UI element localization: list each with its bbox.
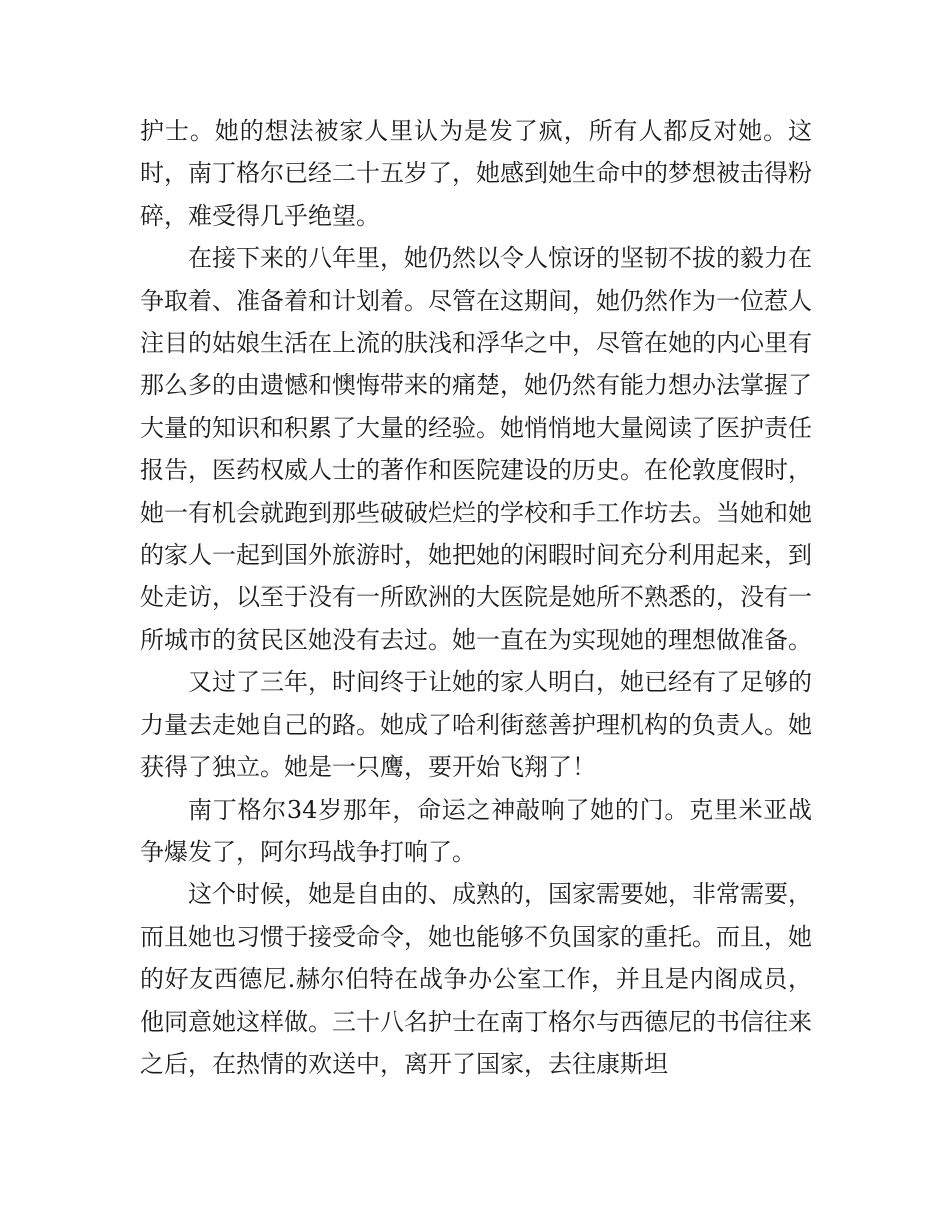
paragraph-departure: 这个时候，她是自由的、成熟的，国家需要她，非常需要，而且她也习惯于接受命令，她也能够不负国家的重托。而且，她的好友西德尼.赫尔伯特在战争办公室工作，并且是内阁成员，他同意她这样做。三十八名护士在南丁格尔与西德尼的书信往来之后，在热情的欢送中，离开了国家，去往康斯坦 xyxy=(140,880,812,1078)
document-body xyxy=(140,110,812,1085)
paragraph-crimean-war: 南丁格尔34岁那年，命运之神敲响了她的门。克里米亚战争爆发了，阿尔玛战争打响了。 xyxy=(140,795,812,866)
paragraph-continued: 护士。她的想法被家人里认为是发了疯，所有人都反对她。这时，南丁格尔已经二十五岁了，她感到她生命中的梦想被击得粉碎，难受得几乎绝望。 xyxy=(140,117,812,230)
paragraph-three-years: 又过了三年，时间终于让她的家人明白，她已经有了足够的力量去走她自己的路。她成了哈利街慈善护理机构的负责人。她获得了独立。她是一只鹰，要开始飞翔了！ xyxy=(140,668,812,782)
paragraph-eight-years: 在接下来的八年里，她仍然以令人惊讶的坚韧不拔的毅力在争取着、准备着和计划着。尽管在这期间，她仍然作为一位惹人注目的姑娘生活在上流的肤浅和浮华之中，尽管在她的内心里有那么多的由遗憾和懊悔带来的痛楚，她仍然有能力想办法掌握了大量的知识和积累了大量的经验。她悄悄地大量阅读了医护责任报告，医药权威人士的著作和医院建设的历史。在伦敦度假时，她一有机会就跑到那些破破烂烂的学校和手工作坊去。当她和她的家人一起到国外旅游时，她把她的闲暇时间充分利用起来，到处走访，以至于没有一所欧洲的大医院是她所不熟悉的，没有一所城市的贫民区她没有去过。她一直在为实现她的理想做准备。 xyxy=(140,244,812,654)
